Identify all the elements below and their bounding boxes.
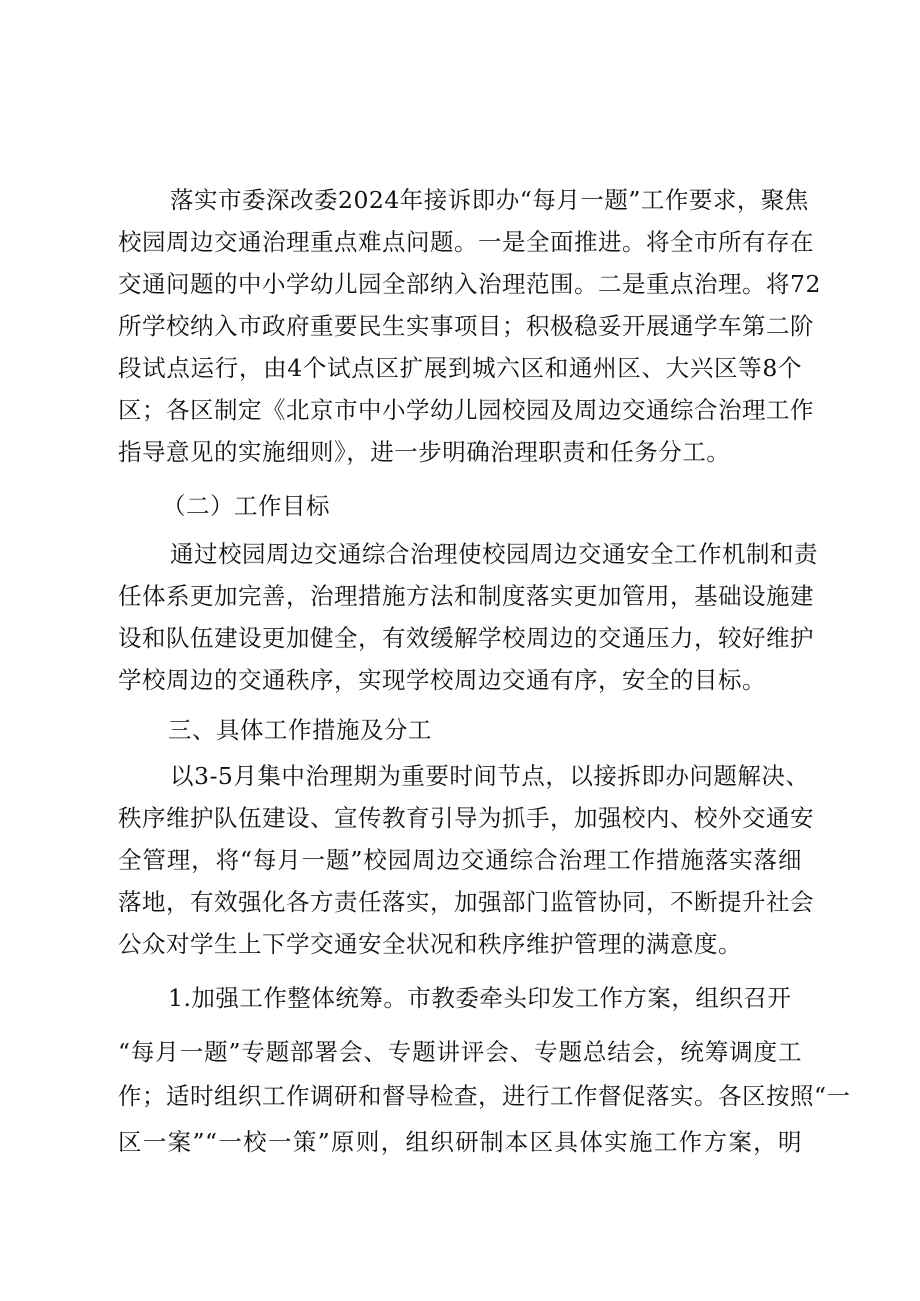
paragraph-line: 全管理，将“每月一题”校园周边交通综合治理工作措施落实落细 [118,846,802,874]
paragraph-line: 校园周边交通治理重点难点问题。一是全面推进。将全市所有存在 [118,228,814,256]
paragraph-line: 所学校纳入市政府重要民生实事项目；积极稳妥开展通学车第二阶 [118,312,814,340]
paragraph-line: 区；各区制定《北京市中小学幼儿园校园及周边交通综合治理工作 [118,396,814,424]
paragraph-line: 以3-5月集中治理期为重要时间节点，以接拆即办问题解决、 [170,762,810,790]
paragraph-line: 落地，有效强化各方责任落实，加强部门监管协同，不断提升社会 [118,888,814,916]
paragraph-line: 交通问题的中小学幼儿园全部纳入治理范围。二是重点治理。将72 [118,270,821,298]
paragraph-line: 任体系更加完善，治理措施方法和制度落实更加管用，基础设施建 [118,582,814,610]
paragraph-line: 设和队伍建设更加健全，有效缓解学校周边的交通压力，较好维护 [118,624,814,652]
paragraph-line: 学校周边的交通秩序，实现学校周边交通有序，安全的目标。 [118,666,766,694]
paragraph-line: 通过校园周边交通综合治理使校园周边交通安全工作机制和责 [170,540,818,568]
paragraph-line: 落实市委深改委2024年接诉即办“每月一题”工作要求，聚焦 [170,186,809,214]
section-heading-goal: （二）工作目标 [162,492,330,520]
paragraph-line: 公众对学生上下学交通安全状况和秩序维护管理的满意度。 [118,930,742,958]
section-heading-measures: 三、具体工作措施及分工 [168,716,432,744]
paragraph-line: 指导意见的实施细则》，进一步明确治理职责和任务分工。 [118,438,731,466]
paragraph-line: 作；适时组织工作调研和督导检查，进行工作督促落实。各区按照“一 [118,1082,851,1110]
paragraph-line: “每月一题”专题部署会、专题讲评会、专题总结会，统筹调度工 [118,1038,802,1066]
paragraph-line: 区一案”“一校一策”原则，组织研制本区具体实施工作方案，明 [118,1128,802,1156]
paragraph-line: 秩序维护队伍建设、宣传教育引导为抓手，加强校内、校外交通安 [118,804,814,832]
paragraph-line: 1.加强工作整体统筹。市教委牵头印发工作方案，组织召开 [168,984,792,1012]
paragraph-line: 段试点运行，由4个试点区扩展到城六区和通州区、大兴区等8个 [118,354,802,382]
